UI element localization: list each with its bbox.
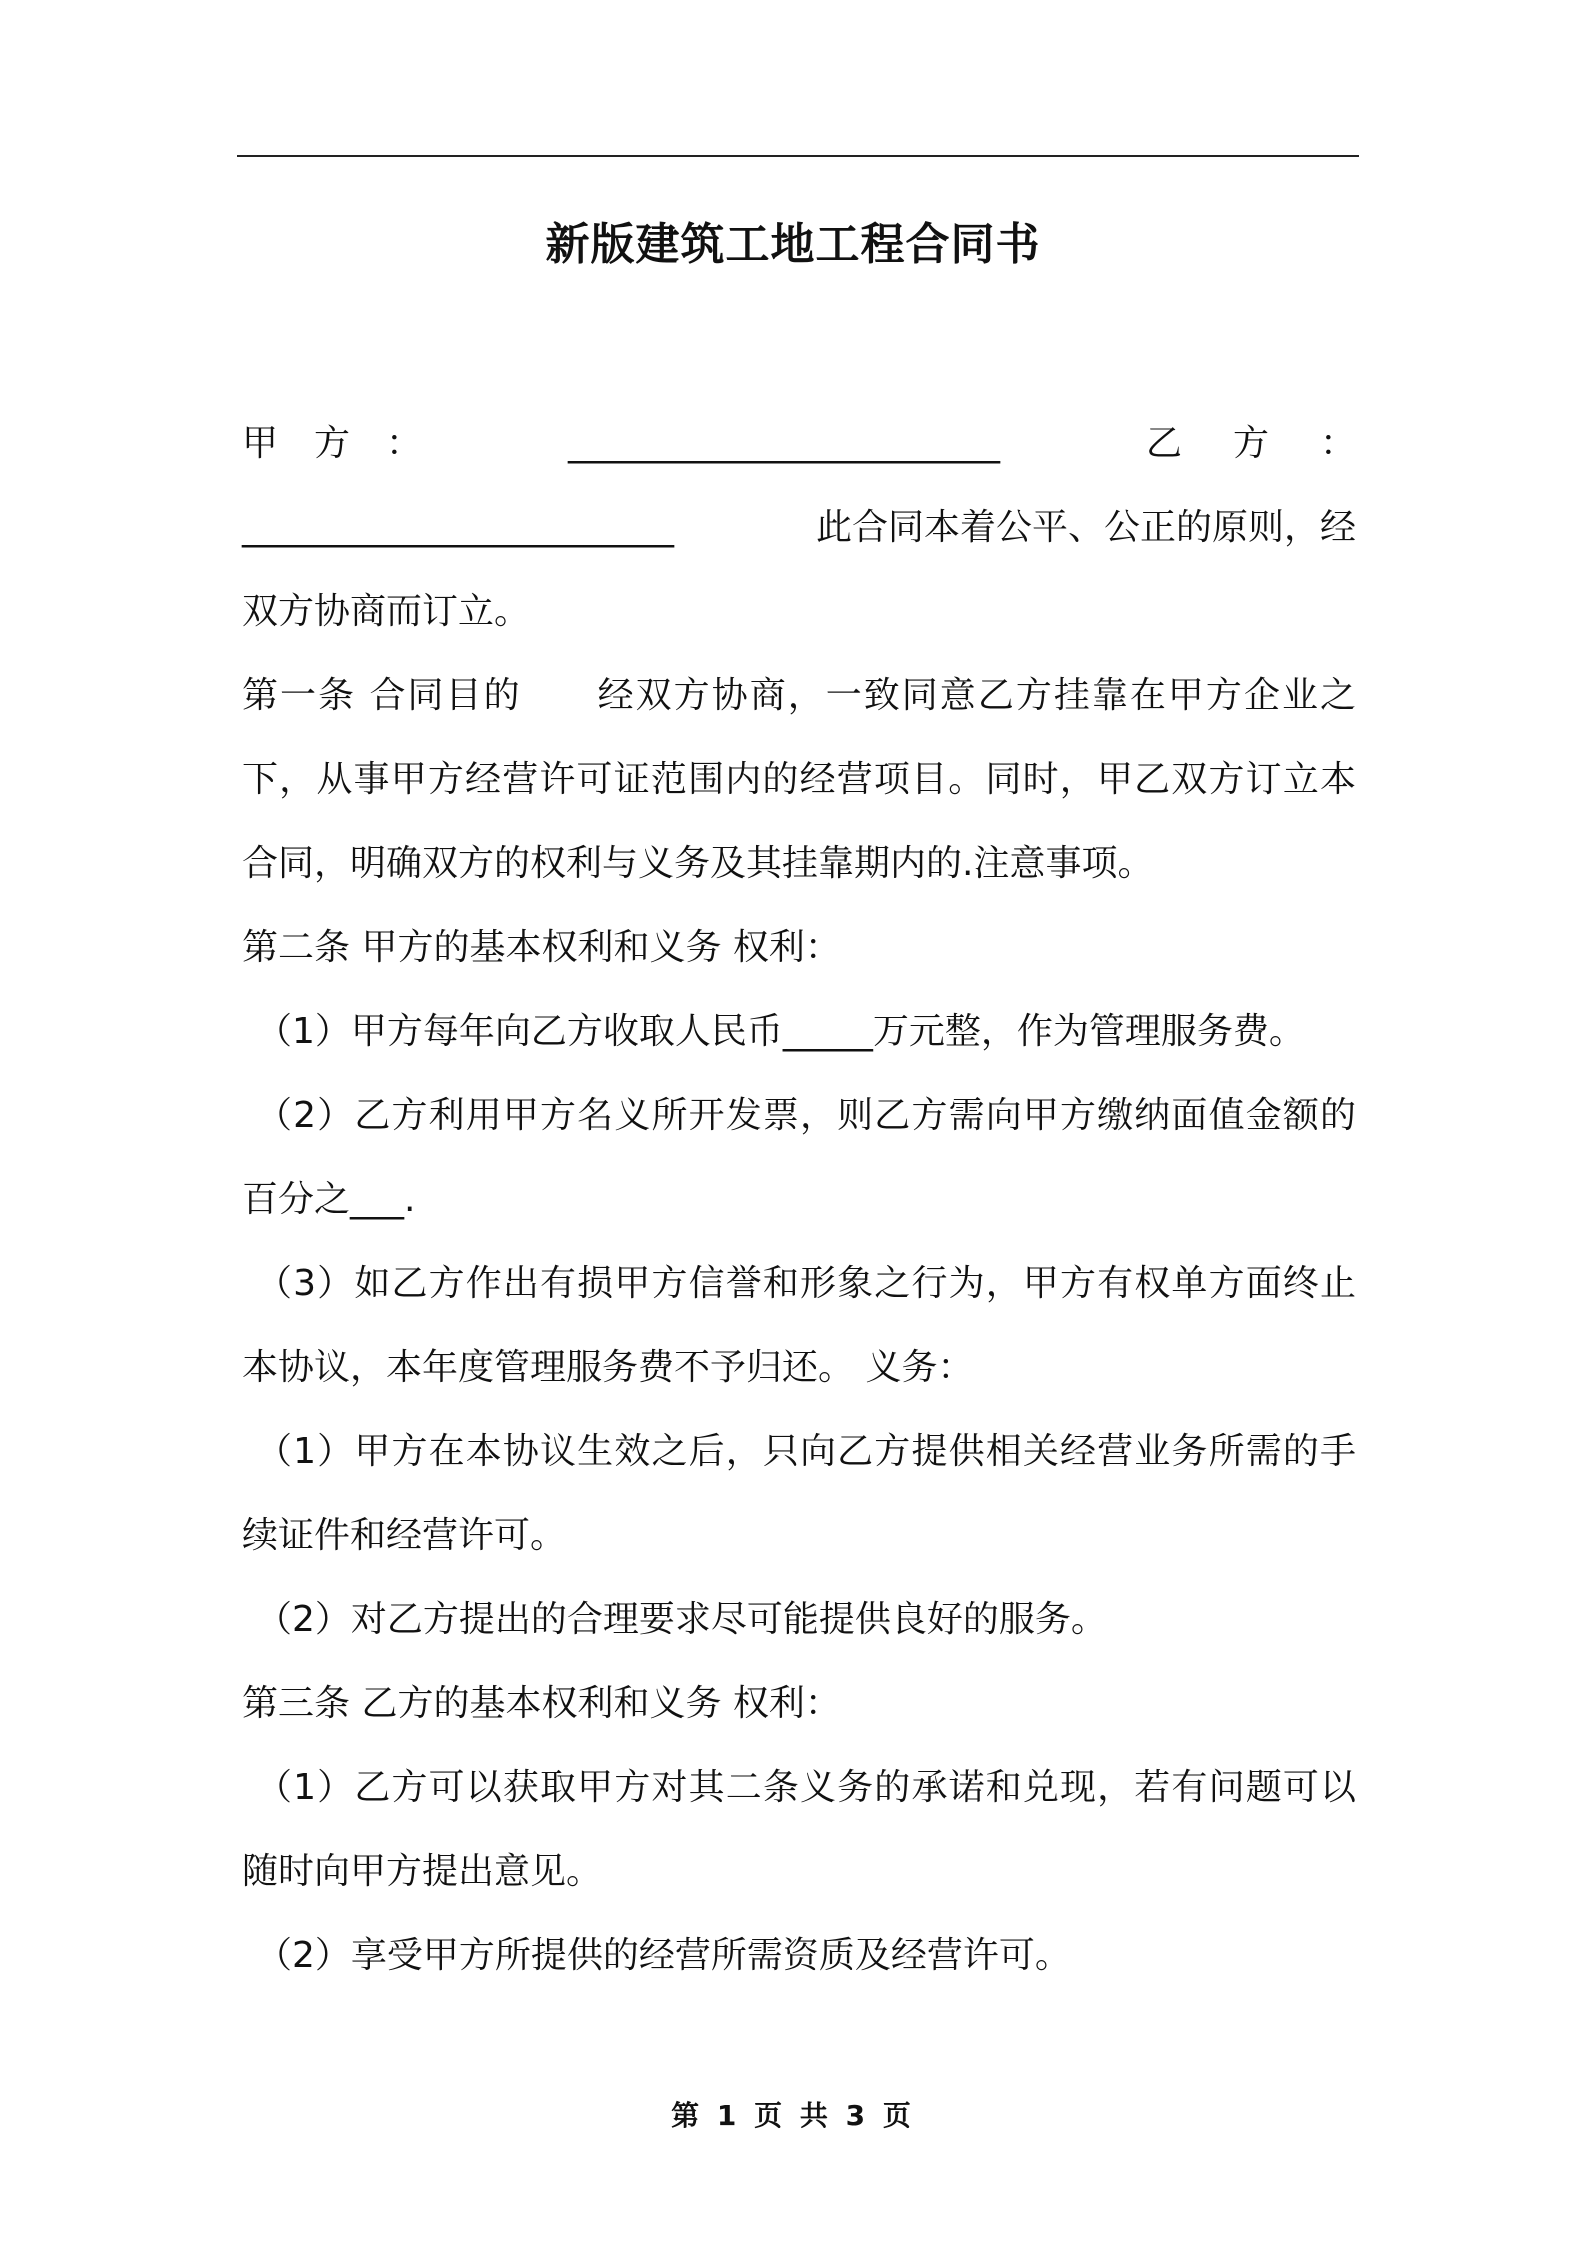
article-2-right-1: （1）甲方每年向乙方收取人民币_____万元整，作为管理服务费。	[256, 1011, 1305, 1052]
party-a-label: 甲 方 ：	[242, 423, 423, 464]
page-indicator: 第 1 页 共 3 页	[671, 2099, 915, 2132]
article-2-right-2-cont: 百分之___.	[242, 1179, 416, 1220]
party-b-blank: ________________________	[242, 507, 674, 548]
article-2-duty-2: （2）对乙方提出的合理要求尽可能提供良好的服务。	[256, 1599, 1107, 1640]
intro-line: 双方协商而订立。	[242, 591, 531, 632]
article-2-duty-1: （1）甲方在本协议生效之后，只向乙方提供相关经营业务所需的手	[256, 1431, 1356, 1472]
party-b-label	[1146, 402, 1356, 486]
article-1-line: 第一条 合同目的 经双方协商，一致同意乙方挂靠在甲方企业之	[242, 675, 1356, 716]
party-b-label-char: 方	[1232, 423, 1269, 464]
party-b-label-char: ：	[1319, 423, 1356, 464]
article-1-line: 下，从事甲方经营许可证范围内的经营项目。同时，甲乙双方订立本	[242, 759, 1356, 800]
article-2-duty-1-cont: 续证件和经营许可。	[242, 1515, 567, 1556]
party-b-row	[242, 486, 1356, 570]
party-a-row	[242, 402, 1356, 486]
header-rule	[237, 155, 1359, 157]
article-2-right-3-cont: 本协议，本年度管理服务费不予归还。 义务：	[242, 1347, 974, 1388]
article-3-right-1: （1）乙方可以获取甲方对其二条义务的承诺和兑现，若有问题可以	[256, 1767, 1356, 1808]
article-3-heading: 第三条 乙方的基本权利和义务 权利：	[242, 1683, 841, 1724]
party-a-blank: ________________________	[568, 423, 1000, 464]
contract-body	[242, 402, 1356, 1998]
article-3-right-1-cont: 随时向甲方提出意见。	[242, 1851, 603, 1892]
article-2-right-3: （3）如乙方作出有损甲方信誉和形象之行为，甲方有权单方面终止	[256, 1263, 1356, 1304]
party-b-label-char: 乙	[1145, 423, 1182, 464]
article-1-line: 合同，明确双方的权利与义务及其挂靠期内的.注意事项。	[242, 843, 1154, 884]
document-title: 新版建筑工地工程合同书	[545, 219, 1041, 270]
intro-text: 此合同本着公平、公正的原则，经	[815, 507, 1356, 548]
article-2-right-2: （2）乙方利用甲方名义所开发票，则乙方需向甲方缴纳面值金额的	[256, 1095, 1356, 1136]
article-2-heading: 第二条 甲方的基本权利和义务 权利：	[242, 927, 841, 968]
article-3-right-2: （2）享受甲方所提供的经营所需资质及经营许可。	[256, 1935, 1071, 1976]
